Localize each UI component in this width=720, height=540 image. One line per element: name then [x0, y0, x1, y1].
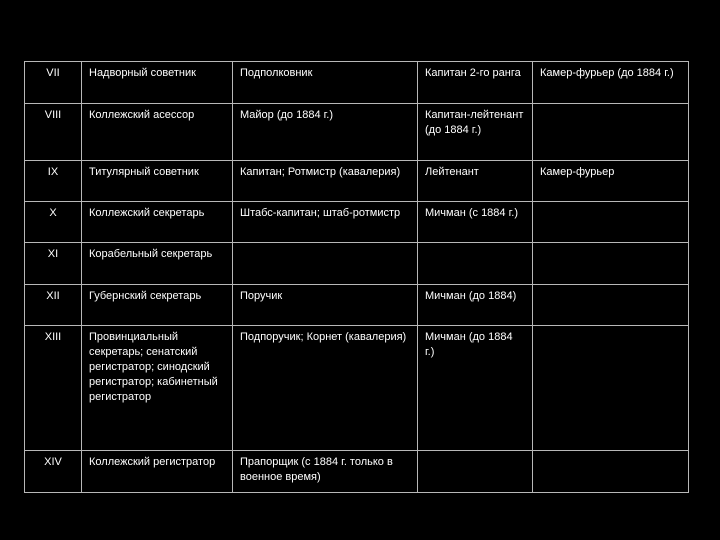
- table-row: [25, 161, 689, 202]
- navy-rank-cell: [418, 451, 533, 493]
- army-rank-cell: Подпоручик; Корнет (кавалерия): [233, 326, 418, 451]
- court-rank-cell: [533, 243, 689, 285]
- civil-rank-cell: Коллежский асессор: [82, 104, 233, 161]
- navy-rank-cell: Мичман (до 1884 г.): [418, 326, 533, 451]
- table-row: [25, 285, 689, 326]
- army-rank-cell: Капитан; Ротмистр (кавалерия): [233, 161, 418, 202]
- civil-rank-cell: Губернский секретарь: [82, 285, 233, 326]
- class-cell: VIII: [25, 104, 82, 161]
- court-rank-cell: [533, 202, 689, 243]
- civil-rank-cell: Коллежский регистратор: [82, 451, 233, 493]
- civil-rank-cell: Коллежский секретарь: [82, 202, 233, 243]
- table-row: [25, 326, 689, 451]
- rank-table: [24, 61, 689, 493]
- table-row: [25, 451, 689, 493]
- army-rank-cell: Подполковник: [233, 62, 418, 104]
- navy-rank-cell: [418, 243, 533, 285]
- navy-rank-cell: Мичман (до 1884): [418, 285, 533, 326]
- court-rank-cell: [533, 451, 689, 493]
- civil-rank-cell: Титулярный советник: [82, 161, 233, 202]
- table-row: [25, 202, 689, 243]
- table-row: [25, 104, 689, 161]
- class-cell: XIV: [25, 451, 82, 493]
- class-cell: XIII: [25, 326, 82, 451]
- court-rank-cell: [533, 104, 689, 161]
- class-cell: X: [25, 202, 82, 243]
- table-row: [25, 243, 689, 285]
- navy-rank-cell: Капитан-лейтенант (до 1884 г.): [418, 104, 533, 161]
- navy-rank-cell: Капитан 2-го ранга: [418, 62, 533, 104]
- army-rank-cell: [233, 243, 418, 285]
- army-rank-cell: Прапорщик (с 1884 г. только в военное время): [233, 451, 418, 493]
- civil-rank-cell: Корабельный секретарь: [82, 243, 233, 285]
- class-cell: VII: [25, 62, 82, 104]
- class-cell: XII: [25, 285, 82, 326]
- navy-rank-cell: Мичман (с 1884 г.): [418, 202, 533, 243]
- class-cell: IX: [25, 161, 82, 202]
- army-rank-cell: Майор (до 1884 г.): [233, 104, 418, 161]
- table-row: [25, 62, 689, 104]
- court-rank-cell: [533, 326, 689, 451]
- civil-rank-cell: Провинциальный секретарь; сенатский регистратор; синодский регистратор; кабинетный регистратор: [82, 326, 233, 451]
- civil-rank-cell: Надворный советник: [82, 62, 233, 104]
- army-rank-cell: Поручик: [233, 285, 418, 326]
- army-rank-cell: Штабс-капитан; штаб-ротмистр: [233, 202, 418, 243]
- court-rank-cell: Камер-фурьер (до 1884 г.): [533, 62, 689, 104]
- court-rank-cell: Камер-фурьер: [533, 161, 689, 202]
- class-cell: XI: [25, 243, 82, 285]
- court-rank-cell: [533, 285, 689, 326]
- navy-rank-cell: Лейтенант: [418, 161, 533, 202]
